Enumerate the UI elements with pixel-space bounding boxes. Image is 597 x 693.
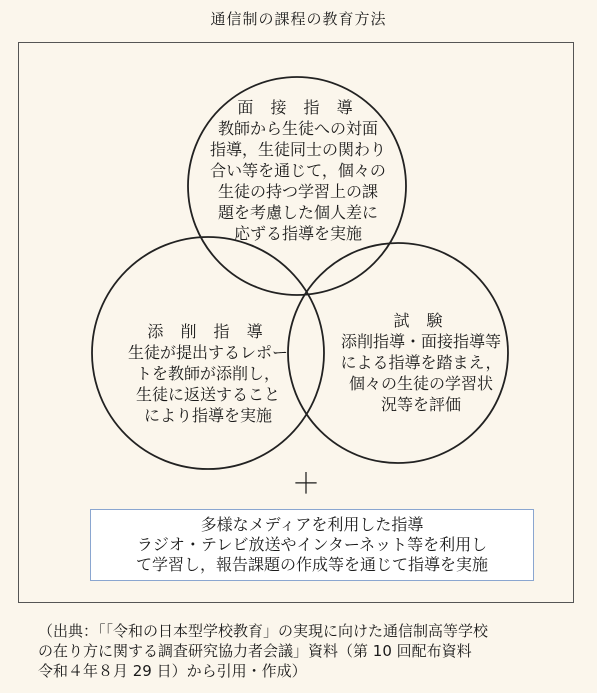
media-text: ラジオ・テレビ放送やインターネット等を利用し て学習し，報告課題の作成等を通じて指導を実施 [135, 535, 488, 574]
correction-text: 生徒が提出するレポー トを教師が添削し， 生徒に返送すること により指導を実施 [127, 343, 288, 425]
media-heading: 多様なメディアを利用した指導 [200, 515, 424, 534]
correction-block [108, 321, 308, 426]
exam-text: 添削指導・面接指導等 による指導を踏まえ， 個々の生徒の学習状 況等を評価 [340, 332, 502, 414]
exam-block [328, 310, 514, 415]
figure-title: 通信制の課程の教育方法 [210, 10, 387, 28]
face-to-face-text: 教師から生徒への対面 指導，生徒同士の関わり 合い等を通じて，個々の 生徒の持つ学習上の課 題を考慮した個人差に 応ずる指導を実施 [209, 119, 386, 243]
correction-heading: 添 削 指 導 [147, 322, 269, 341]
exam-heading: 試 験 [393, 311, 449, 330]
media-box [90, 509, 534, 581]
source-note: （出典：「「令和の日本型学校教育」の実現に向けた通信制高等学校 の在り方に関する調査研究協力者会議」資料（第 10 回配布資料 令和４年８月 29 日）から引用・作成） [38, 622, 489, 680]
face-to-face-heading: 面 接 指 導 [237, 98, 359, 117]
plus-sign: ＋ [292, 467, 321, 500]
face-to-face-block [200, 97, 396, 244]
